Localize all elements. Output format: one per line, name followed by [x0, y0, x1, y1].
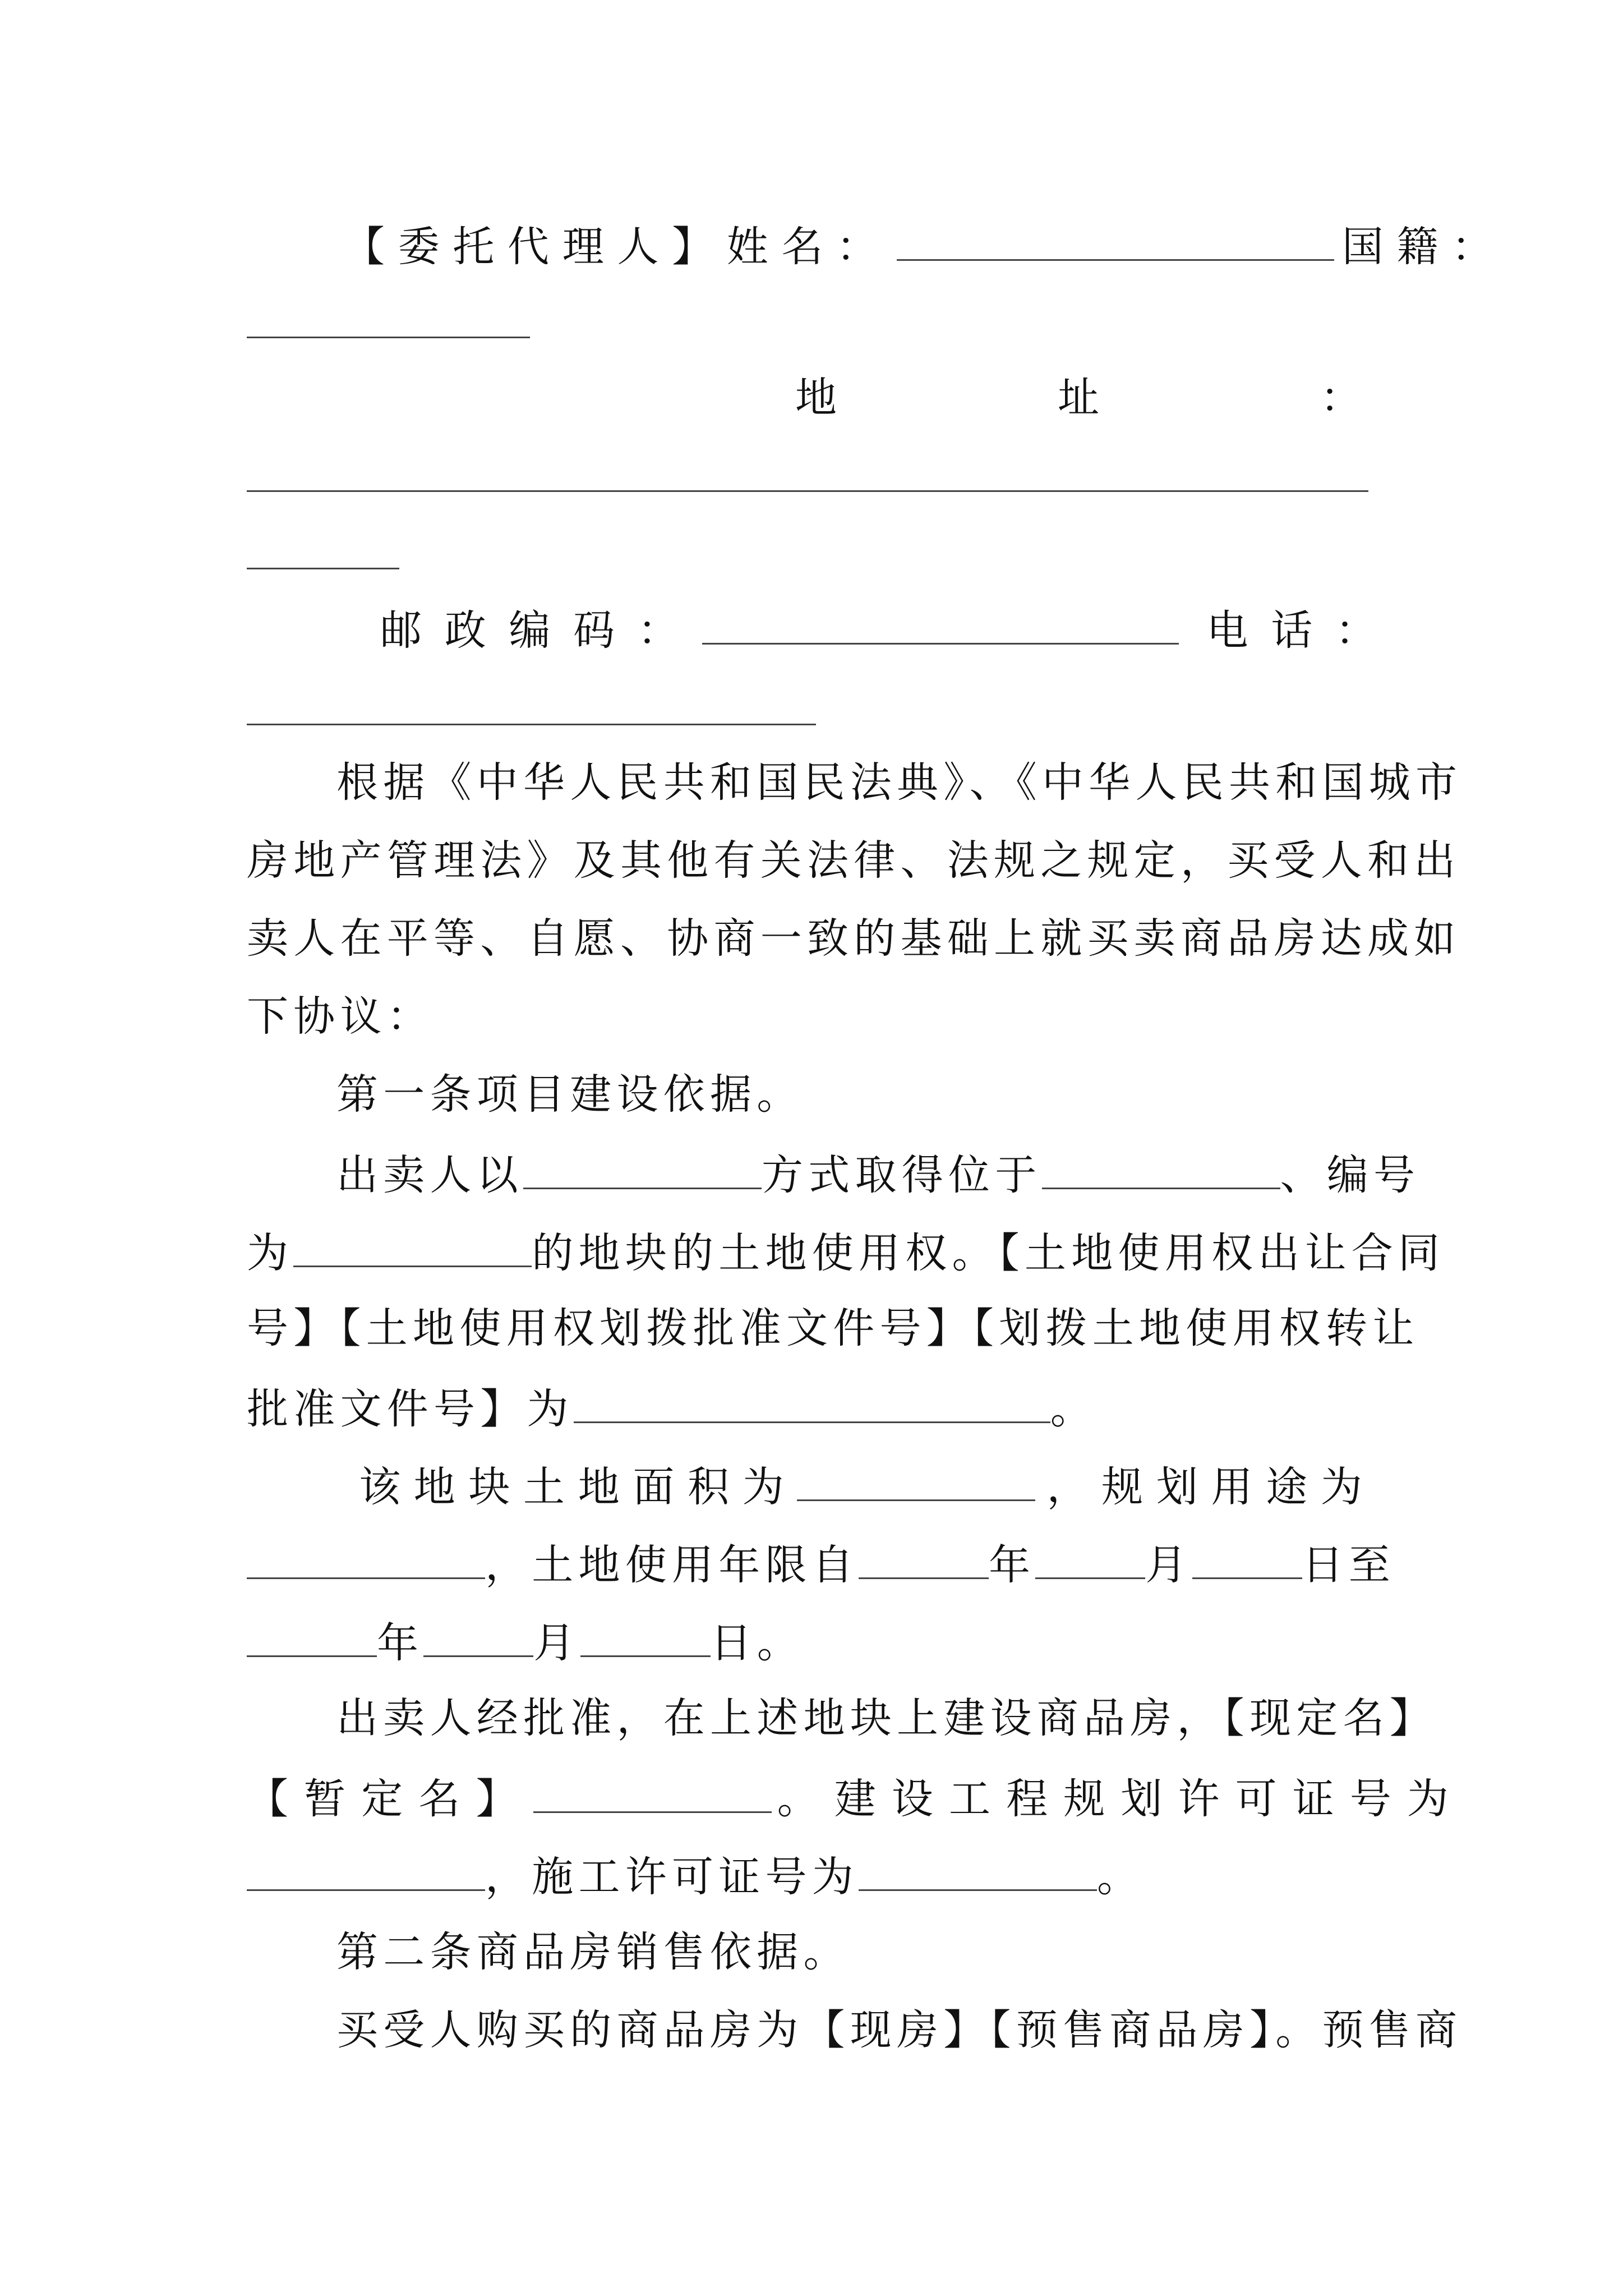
article1-p1-line2: 为 的地块的土地使用权。【土地使用权出让合同	[247, 1229, 1445, 1277]
agent-address-blank[interactable]	[247, 490, 1368, 492]
preamble-line-2: 房地产管理法》及其他有关法律、法规之规定，买受人和出	[247, 836, 1461, 885]
agent-postcode-label: 邮政编码：	[380, 606, 702, 655]
article1-p2-line3: 年 月 日。	[247, 1619, 804, 1664]
land-area-blank[interactable]	[797, 1464, 1035, 1501]
address-char-3: ：	[1320, 374, 1362, 422]
article1-p3-line1: 出卖人经批准，在上述地块上建设商品房，【现定名】	[336, 1694, 1436, 1742]
article1-p1-line4: 批准文件号】为 。	[247, 1385, 1097, 1433]
address-char-1: 地	[795, 374, 837, 422]
land-location-blank[interactable]	[1042, 1152, 1280, 1189]
end-day-blank[interactable]	[580, 1619, 711, 1657]
article1-p1-line3: 号】【土地使用权划拨批准文件号】【划拨土地使用权转让	[247, 1304, 1419, 1352]
agent-phone-blank[interactable]	[247, 724, 816, 725]
agent-phone-label: 电话：	[1206, 606, 1400, 655]
preamble-line-4: 下协议：	[247, 992, 434, 1041]
start-month-blank[interactable]	[1035, 1542, 1145, 1579]
article2-p1-line1: 买受人购买的商品房为【现房】【预售商品房】。预售商	[336, 2006, 1463, 2054]
agent-address-blank-cont[interactable]	[247, 568, 399, 569]
agent-name-blank[interactable]	[897, 223, 1334, 261]
start-year-blank[interactable]	[859, 1542, 989, 1579]
article1-p1-line1: 出卖人以 方式取得位于 、编号	[336, 1151, 1421, 1199]
preamble-line-3: 卖人在平等、自愿、协商一致的基础上就买卖商品房达成如	[247, 914, 1461, 963]
land-use-blank[interactable]	[247, 1542, 485, 1579]
start-day-blank[interactable]	[1192, 1542, 1302, 1579]
agent-nationality-label: 国籍：	[1341, 223, 1506, 271]
preamble-line-1: 根据《中华人民共和国民法典》、《中华人民共和国城市	[336, 758, 1463, 807]
agent-nationality-blank[interactable]	[247, 337, 530, 338]
article1-p3-line3: ，施工许可证号为 。	[247, 1853, 1144, 1898]
article1-title: 第一条项目建设依据。	[336, 1070, 804, 1119]
project-name-blank[interactable]	[533, 1775, 772, 1813]
planning-permit-blank[interactable]	[247, 1853, 485, 1891]
end-year-blank[interactable]	[247, 1619, 377, 1657]
article2-title: 第二条商品房销售依据。	[336, 1928, 850, 1976]
article1-p2-line1: 该地块土地面积为 ，规划用途为	[359, 1463, 1376, 1511]
address-char-2: 址	[1058, 374, 1099, 422]
construction-permit-blank[interactable]	[859, 1853, 1097, 1891]
end-month-blank[interactable]	[423, 1619, 533, 1657]
agent-name-line	[343, 223, 1506, 271]
article1-p3-line2: 【暂定名】 。建设工程规划许可证号为	[247, 1775, 1465, 1823]
agent-name-label: 【委托代理人】姓名：	[343, 223, 891, 271]
approval-doc-number-blank[interactable]	[574, 1386, 1050, 1423]
land-acquisition-method-blank[interactable]	[523, 1152, 762, 1189]
article1-p2-line2: ，土地使用年限自 年 月 日至	[247, 1542, 1395, 1586]
agent-address-line	[795, 374, 1362, 422]
agent-contact-line	[380, 606, 1400, 655]
agent-postcode-blank[interactable]	[702, 607, 1179, 645]
land-number-blank[interactable]	[293, 1230, 532, 1267]
